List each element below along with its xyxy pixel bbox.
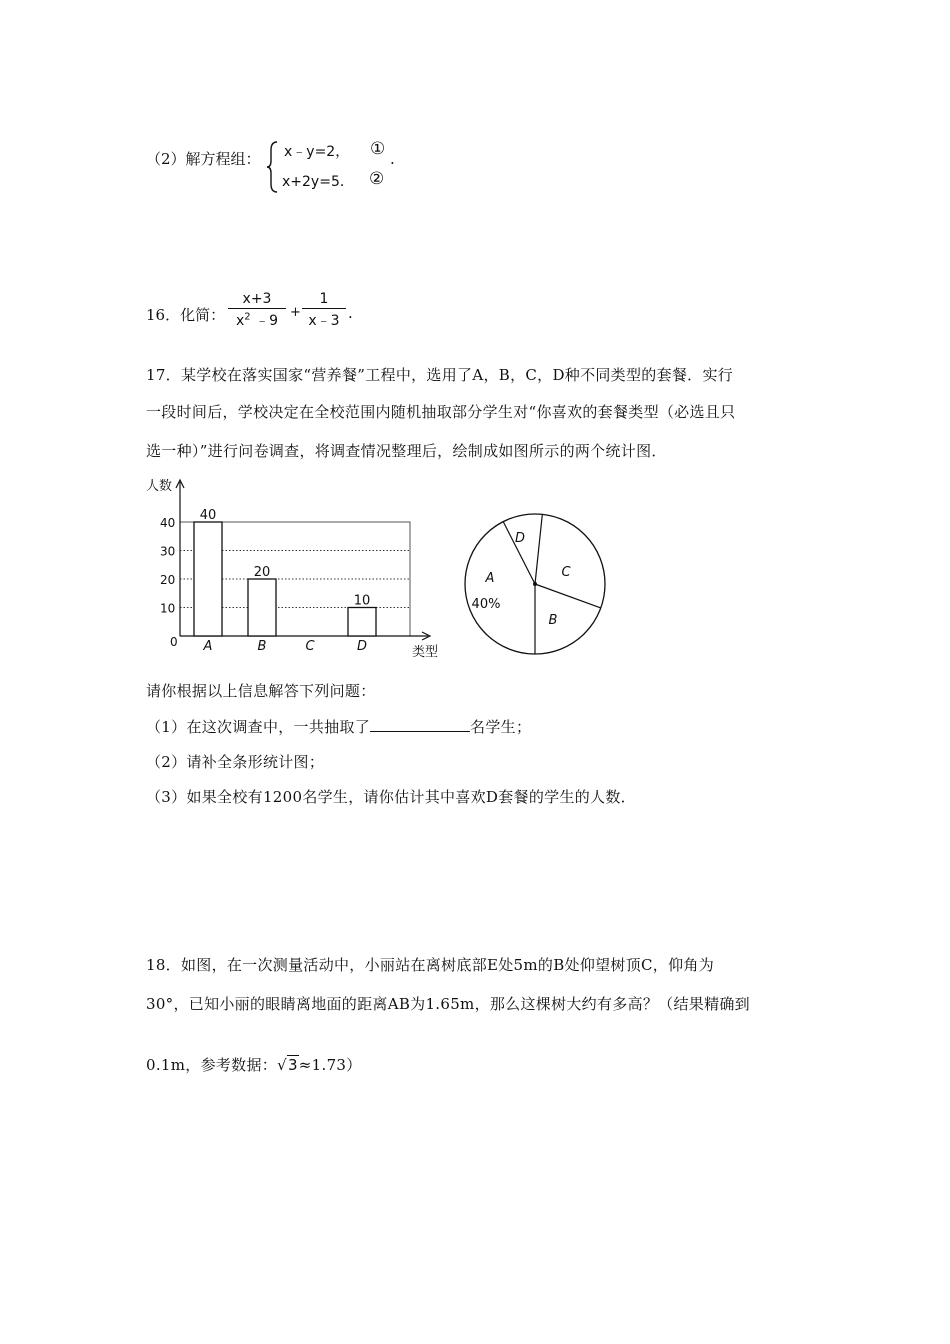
q16-label <box>146 304 225 325</box>
q15-part2-label: （2）解方程组： <box>146 150 261 168</box>
equation-2-mark <box>369 169 384 189</box>
q17-sub-1 <box>146 716 531 737</box>
bar-data-label: 40 <box>199 508 217 523</box>
q16-label-text: 16．化简： <box>146 306 226 324</box>
q17-sub-1-after: 名学生； <box>470 718 532 736</box>
pie-slice-label-a: A <box>485 571 495 586</box>
q16-fraction-2-numerator: 1 <box>302 291 346 309</box>
x-tick-label: A <box>203 639 213 654</box>
y-axis-label: 人数 <box>146 479 173 494</box>
q16-fraction-2-denominator: x﹣3 <box>308 313 340 329</box>
q18-line-2: 30°，已知小丽的眼睛离地面的距离AB为1.65m，那么这棵树大约有多高？（结果精确到 <box>146 995 750 1013</box>
q17-prompt: 请你根据以上信息解答下列问题： <box>146 682 376 700</box>
equation-2-text: x+2y=5． <box>282 174 354 190</box>
pie-chart <box>465 514 605 654</box>
pie-slice-label-d: D <box>514 531 526 546</box>
q17-sub-2: （2）请补全条形统计图； <box>146 753 325 771</box>
q15-part2 <box>146 148 261 169</box>
equation-1-text: x﹣y=2， <box>284 144 350 160</box>
q17-line-1: 17．某学校在落实国家“营养餐”工程中，选用了A，B，C，D种不同类型的套餐．实行 <box>146 366 734 384</box>
pie-slice-percent: 40% <box>471 597 501 612</box>
pie-slice-label-b: B <box>548 613 558 628</box>
x-tick-label: C <box>305 639 315 654</box>
pie-center-dot <box>533 582 537 586</box>
q16-fraction-2 <box>302 291 346 330</box>
y-tick-label: 20 <box>160 573 176 587</box>
pie-divider <box>535 514 542 584</box>
q16-end-dot <box>348 304 353 322</box>
equation-2-mark-text: ② <box>369 169 385 189</box>
y-tick-label: 10 <box>160 601 176 616</box>
q16-den-exponent: 2 <box>244 311 251 323</box>
q17-line-3: 选一种）”进行问卷调查，将调查情况整理后，绘制成如图所示的两个统计图． <box>146 442 667 460</box>
q17-sub-3: （3）如果全校有1200名学生，请你估计其中喜欢D套餐的学生的人数． <box>146 788 636 806</box>
bar-d <box>348 608 376 637</box>
equation-end-dot-text: . <box>390 150 395 168</box>
x-axis-label: 类型 <box>412 645 439 660</box>
equation-1 <box>284 141 349 161</box>
x-tick-label: D <box>356 639 368 654</box>
q17-sub-1-before: （1）在这次调查中，一共抽取了 <box>146 718 371 736</box>
sqrt-3: √3 <box>277 1056 298 1074</box>
y-tick-label: 40 <box>160 516 176 530</box>
equation-1-mark <box>370 139 385 159</box>
q16-den-rest: ﹣9 <box>255 313 279 329</box>
q16-fraction-1-numerator: x+3 <box>228 291 286 309</box>
q16-den-base: x <box>235 313 245 329</box>
y-tick-label: 30 <box>160 544 176 559</box>
q16-end-dot-text: . <box>348 304 353 322</box>
q16-plus <box>290 305 301 320</box>
bar-a <box>194 522 222 636</box>
equation-1-mark-text: ① <box>370 139 386 159</box>
q18-line-1: 18．如图，在一次测量活动中，小丽站在离树底部E处5m的B处仰望树顶C，仰角为 <box>146 956 715 974</box>
q16-plus-text: + <box>290 305 301 320</box>
answer-blank[interactable] <box>370 717 470 732</box>
q16-fraction-1 <box>228 291 286 330</box>
q17-charts <box>146 476 608 660</box>
q18-line-3-after: ≈1.73） <box>298 1056 362 1074</box>
bar-b <box>248 579 276 636</box>
q18-line-3 <box>146 1054 362 1075</box>
q18-line-3-before: 0.1m，参考数据： <box>146 1056 278 1074</box>
equation-2 <box>282 171 354 191</box>
x-tick-label: B <box>257 639 267 654</box>
system-brace <box>266 140 280 194</box>
pie-divider <box>535 584 601 608</box>
y-tick-label: 0 <box>170 635 178 649</box>
bar-data-label: 20 <box>253 565 271 580</box>
q16-fraction-1-denominator <box>228 309 286 330</box>
sqrt-radicand: 3 <box>287 1056 298 1074</box>
bar-chart <box>146 478 438 660</box>
pie-slice-label-c: C <box>561 565 571 580</box>
q17-line-2: 一段时间后，学校决定在全校范围内随机抽取部分学生对“你喜欢的套餐类型（必选且只 <box>146 403 736 421</box>
bar-data-label: 10 <box>353 593 371 609</box>
equation-end-dot <box>390 150 395 168</box>
